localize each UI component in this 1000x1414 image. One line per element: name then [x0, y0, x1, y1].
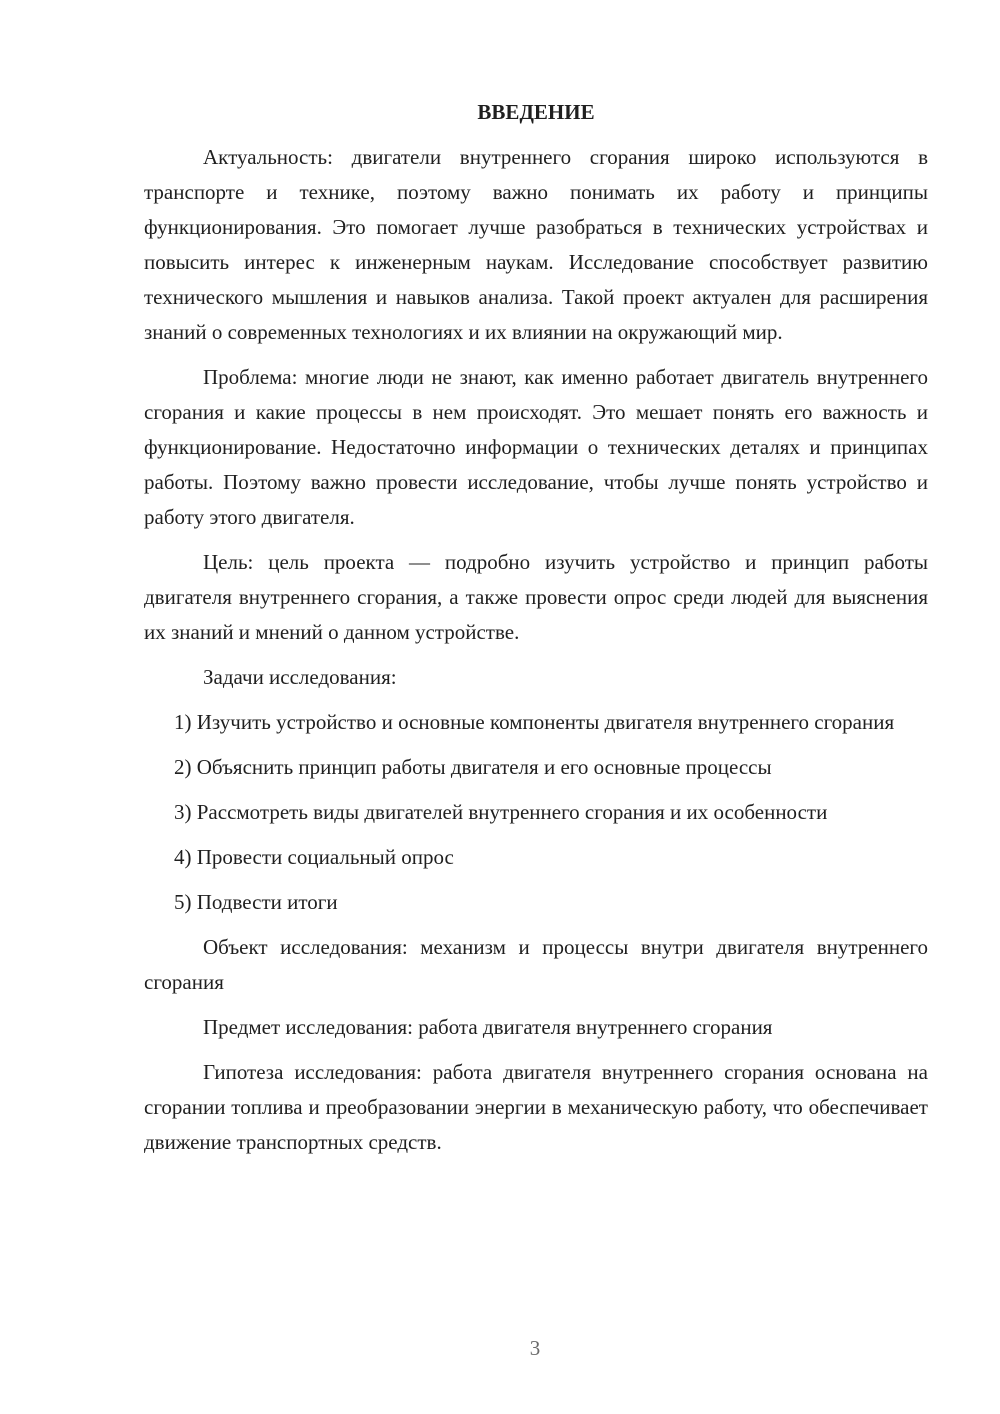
- subject-paragraph: Предмет исследования: работа двигателя внутреннего сгорания: [203, 1015, 773, 1039]
- hypothesis-paragraph: Гипотеза исследования: работа двигателя внутреннего сгорания основана на сгорании топлива и преобразовании энергии в механическую работу, что обеспечивает движение транспортных средств.: [144, 1060, 928, 1154]
- problem-paragraph: Проблема: многие люди не знают, как именно работает двигатель внутреннего сгорания и какие процессы в нем происходят. Это мешает понять его важность и функционирование. Недостаточно информации о технических деталях и принципах работы. Поэтому важно провести исследование, чтобы лучше понять устройство и работу этого двигателя.: [144, 365, 928, 529]
- page-number: 3: [529, 1336, 541, 1360]
- goal-paragraph: Цель: цель проекта — подробно изучить устройство и принцип работы двигателя внутреннего сгорания, а также провести опрос среди людей для выяснения их знаний и мнений о данном устройстве.: [144, 550, 928, 644]
- section-title: ВВЕДЕНИЕ: [477, 100, 595, 124]
- relevance-paragraph: Актуальность: двигатели внутреннего сгорания широко используются в транспорте и технике, поэтому важно понимать их работу и принципы функционирования. Это помогает лучше разобраться в технических устройствах и повысить интерес к инженерным наукам. Исследование способствует развитию технического мышления и навыков анализа. Такой проект актуален для расширения знаний о современных технологиях и их влиянии на окружающий мир.: [144, 145, 928, 344]
- task-item-3: 3) Рассмотреть виды двигателей внутреннего сгорания и их особенности: [174, 800, 828, 824]
- tasks-heading: Задачи исследования:: [203, 665, 397, 689]
- task-item-1: 1) Изучить устройство и основные компоненты двигателя внутреннего сгорания: [174, 710, 895, 734]
- task-item-2: 2) Объяснить принцип работы двигателя и его основные процессы: [174, 755, 772, 779]
- document-body: [144, 95, 928, 1170]
- task-item-5: 5) Подвести итоги: [174, 890, 338, 914]
- object-paragraph: Объект исследования: механизм и процессы внутри двигателя внутреннего сгорания: [144, 935, 928, 994]
- task-item-4: 4) Провести социальный опрос: [174, 845, 454, 869]
